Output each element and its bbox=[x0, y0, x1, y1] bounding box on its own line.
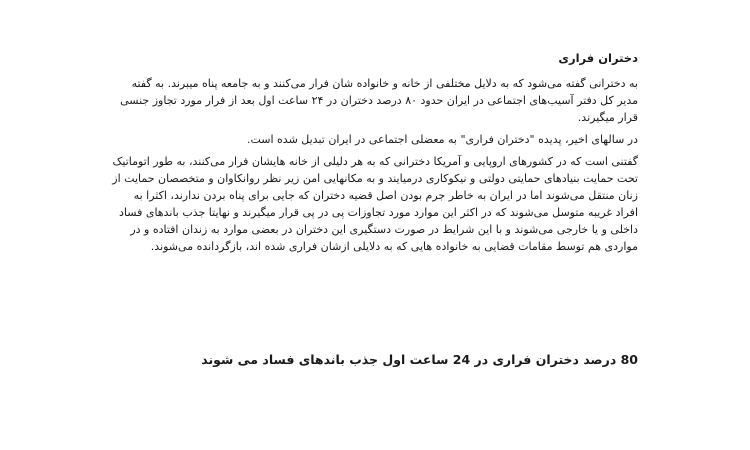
paragraph-recent-years: در سالهای اخیر، پدیده "دختران فراری" به معضلی اجتماعی در ایران تبدیل شده است. bbox=[246, 133, 638, 146]
paragraph-definition: به دخترانی گفته می‌شود که به دلایل مختلفی از خانه و خانواده شان فرار می‌کنند و به جامعه پناه میبرند. به گفته مدیر کل دفتر آسیب‌های اجتماعی در ایران حدود ۸۰ درصد دختران در ۲۴ ساعت اول بعد از فرار مورد تجاوز جنسی قرار میگیرند. bbox=[120, 77, 638, 124]
news-headline: 80 درصد دختران فراری در 24 ساعت اول جذب باندهای فساد می شوند bbox=[201, 352, 638, 367]
article-title: دختران فراری bbox=[558, 51, 638, 65]
paragraph-comparison: گفتنی است که در کشورهای اروپایی و آمریکا دخترانی که به هر دلیلی از خانه هایشان فرار می‌کنند، به طور اتوماتیک تحت حمایت بنیادهای حمایتی دولتی و نیکوکاری درمیایند و به مکانهایی امن زیر نظر روانکاوان و متخصصان حمایت از زنان منتقل می‌شوند اما در ایران به خاطر جرم بودن اصل قضیه دختران که جایی برای پناه بردن ندارند، اکثرا به افراد غریبه متوسل می‌شوند که در اکثر این موارد مورد تجاوزات پی در پی قرار میگیرند و نهایتا جذب باندهای فساد داخلی و یا خارجی می‌شوند و با این شرایط در صورت دستگیری این دختران در بعضی موارد به زندان افتاده و در مواردی هم توسط مقامات قضایی به خانواده هایی که به دلایلی ازشان فراری شده اند، بازگردانده می‌شوند. bbox=[112, 155, 638, 253]
article-body bbox=[108, 50, 638, 255]
